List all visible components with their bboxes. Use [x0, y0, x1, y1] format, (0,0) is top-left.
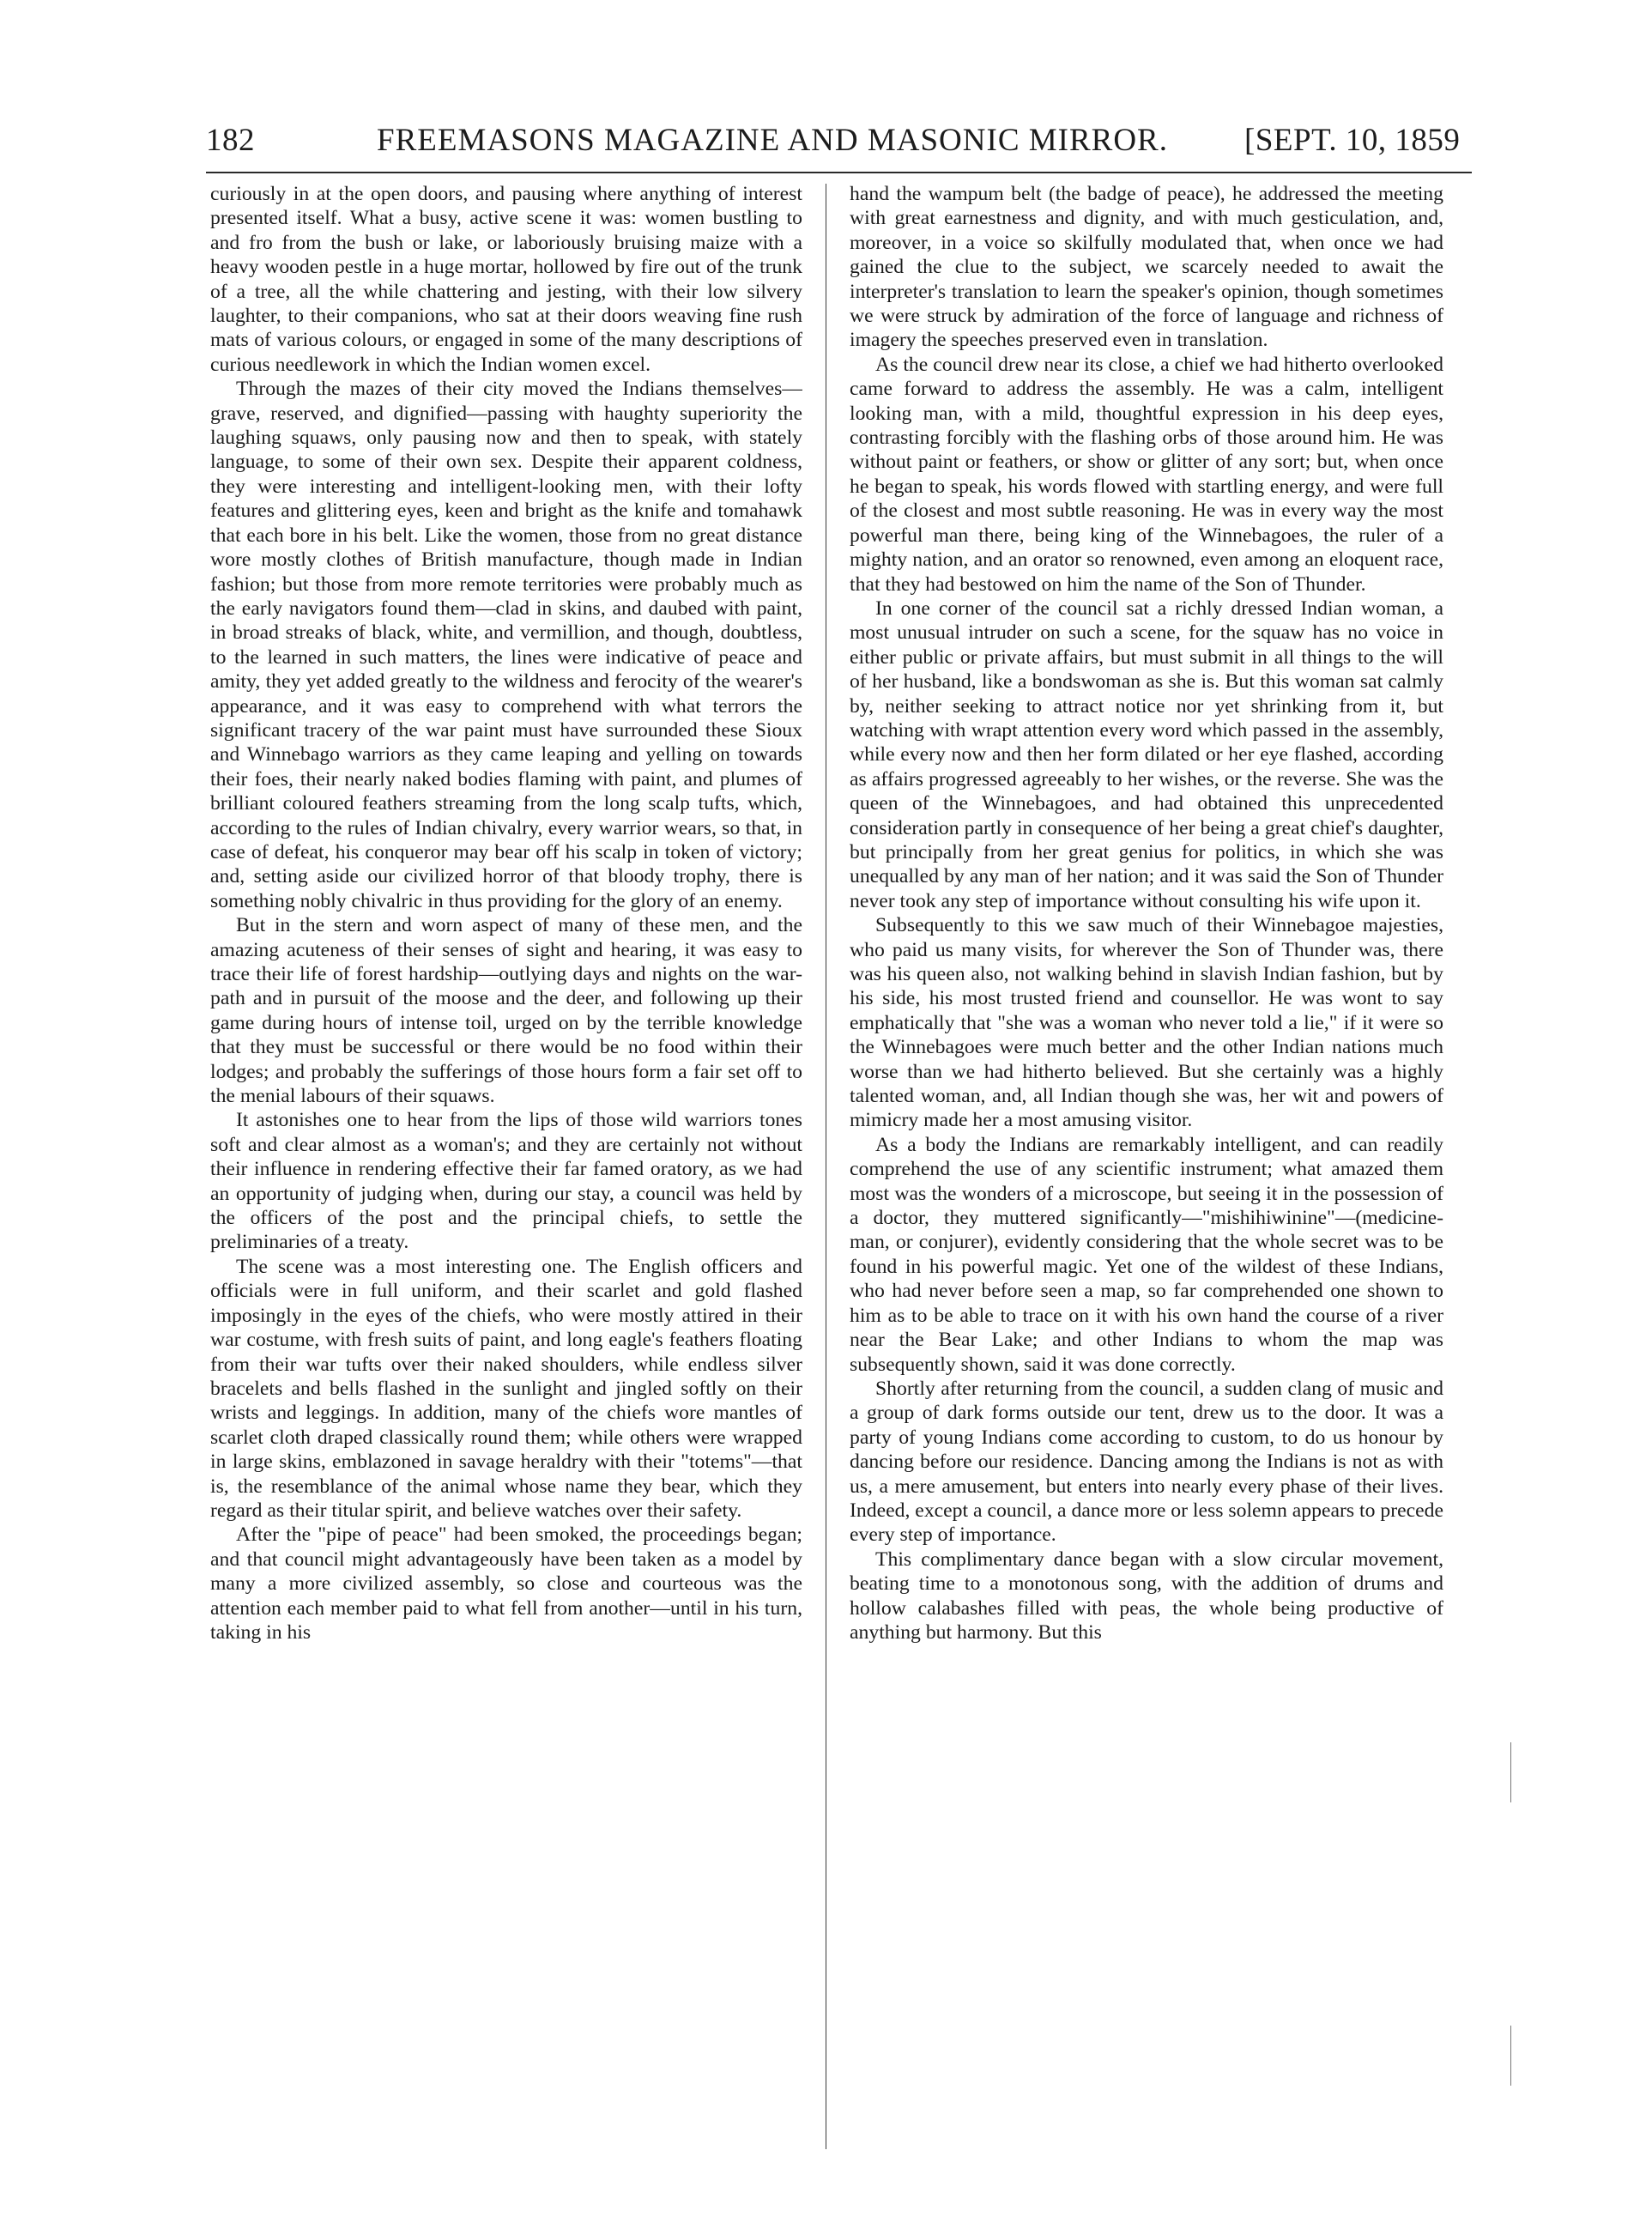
- scan-edge-mark: [1510, 1742, 1511, 1802]
- paragraph: After the "pipe of peace" had been smoked, the proceedings began; and that council might advantageously have been taken as a model by many a more civilized assembly, so close and courteous was the attention each member paid to what fell from another—until in his turn, taking in his: [210, 1523, 802, 1644]
- paragraph: Shortly after returning from the council, a sudden clang of music and a group of dark forms outside our tent, drew us to the door. It was a party of young Indians come according to custom, to do us honour by dancing before our residence. Dancing among the Indians is not as with us, a mere amusement, but enters into nearly every phase of their lives. Indeed, except a council, a dance more or less solemn appears to precede every step of importance.: [850, 1377, 1443, 1547]
- scan-edge-mark: [1510, 2026, 1511, 2086]
- paragraph: As the council drew near its close, a chief we had hitherto overlooked came forward to address the assembly. He was a calm, intelligent looking man, with a mild, thoughtful expression in his deep eyes, contrasting forcibly with the flashing orbs of those around him. He was without paint or feathers, or show or glitter of any sort; but, when once he began to speak, his words flowed with startling energy, and were full of the closest and most subtle reasoning. He was in every way the most powerful man there, being king of the Winnebagoes, the ruler of a mighty nation, and an orator so renowned, even among an eloquent race, that they had bestowed on him the name of the Son of Thunder.: [850, 353, 1443, 596]
- running-header: [206, 117, 1485, 165]
- right-column: [850, 182, 1443, 2156]
- paragraph: curiously in at the open doors, and pausing where anything of interest presented itself. What a busy, active scene it was: women bustling to and fro from the bush or lake, or laboriously bruising maize with a heavy wooden pestle in a huge mortar, hollowed by fire out of the trunk of a tree, all the while chattering and jesting, with their low silvery laughter, to their companions, who sat at their doors weaving fine rush mats of various colours, or engaged in some of the many descriptions of curious needlework in which the Indian women excel.: [210, 183, 802, 376]
- paragraph: hand the wampum belt (the badge of peace), he addressed the meeting with great earnestness and dignity, and with much gesticulation, and, moreover, in a voice so skilfully modulated that, when once we had gained the clue to the subject, we scarcely needed to await the interpreter's translation to learn the speaker's opinion, though sometimes we were struck by admiration of the force of language and richness of imagery the speeches preserved even in translation.: [850, 183, 1443, 352]
- issue-date: [SEPT. 10, 1859: [1244, 123, 1461, 158]
- paragraph: Subsequently to this we saw much of their Winnebagoe majesties, who paid us many visits, for wherever the Son of Thunder was, there was his queen also, not walking behind in slavish Indian fashion, but by his side, his most trusted friend and counsellor. He was wont to say emphatically that "she was a woman who never told a lie," if it were so the Winnebagoes were much better and the other Indian nations much worse than we had hitherto believed. But she certainly was a highly talented woman, and, all Indian though she was, her wit and powers of mimicry made her a most amusing visitor.: [850, 914, 1443, 1132]
- paragraph: This complimentary dance began with a slow circular movement, beating time to a monotonous song, with the addition of drums and hollow calabashes filled with peas, the whole being productive of anything but harmony. But this: [850, 1548, 1443, 1644]
- paragraph: In one corner of the council sat a richly dressed Indian woman, a most unusual intruder on such a scene, for the squaw has no voice in either public or private affairs, but must submit in all things to the will of her husband, like a bondswoman as she is. But this woman sat calmly by, neither seeking to attract notice nor yet shrinking from it, but watching with wrapt attention every word which passed in the assembly, while every now and then her form dilated or her eye flashed, according as affairs progressed agreeably to her wishes, or the reverse. She was the queen of the Winnebagoes, and had obtained this unprecedented consideration partly in consequence of her being a great chief's daughter, but principally from her great genius for politics, in which she was unequalled by any man of her nation; and it was said the Son of Thunder never took any step of importance without consulting his wife upon it.: [850, 597, 1443, 912]
- page-number: 182: [206, 123, 255, 158]
- paragraph: The scene was a most interesting one. The English officers and officials were in full uniform, and their scarlet and gold flashed imposingly in the eyes of the chiefs, who were mostly attired in their war costume, with fresh suits of paint, and long eagle's feathers floating from their war tufts over their naked shoulders, while endless silver bracelets and bells flashed in the sunlight and jingled softly on their wrists and leggings. In addition, many of the chiefs wore mantles of scarlet cloth draped classically round them; while others were wrapped in large skins, emblazoned in savage heraldry with their "totems"—that is, the resemblance of the animal whose name they bear, which they regard as their titular spirit, and believe watches over their safety.: [210, 1255, 802, 1522]
- header-rule: [206, 172, 1472, 173]
- paragraph: But in the stern and worn aspect of many of these men, and the amazing acuteness of their senses of sight and hearing, it was easy to trace their life of forest hardship—outlying days and nights on the war-path and in pursuit of the moose and the deer, and following up their game during hours of intense toil, urged on by the terrible knowledge that they must be successful or there would be no food within their lodges; and probably the sufferings of those hours form a fair set off to the menial labours of their squaws.: [210, 914, 802, 1108]
- left-column: [210, 182, 802, 2156]
- paragraph: Through the mazes of their city moved the Indians themselves—grave, reserved, and dignified—passing with haughty superiority the laughing squaws, only pausing now and then to speak, with stately language, to some of their own sex. Despite their apparent coldness, they were interesting and intelligent-looking men, with their lofty features and glittering eyes, keen and bright as the knife and tomahawk that each bore in his belt. Like the women, those from no great distance wore mostly clothes of British manufacture, though made in Indian fashion; but those from more remote territories were probably much as the early navigators found them—clad in skins, and daubed with paint, in broad streaks of black, white, and vermillion, and though, doubtless, to the learned in such matters, the lines were indicative of peace and amity, they yet added greatly to the wildness and ferocity of the wearer's appearance, and it was easy to comprehend with what terrors the significant tracery of the war paint must have surrounded these Sioux and Winnebago warriors as they came leaping and yelling on towards their foes, their nearly naked bodies flaming with paint, and plumes of brilliant coloured feathers streaming from the long scalp tufts, which, according to the rules of Indian chivalry, every warrior wears, so that, in case of defeat, his conqueror may bear off his scalp in token of victory; and, setting aside our civilized horror of that bloody trophy, there is something nobly chivalric in thus providing for the glory of an enemy.: [210, 378, 802, 912]
- running-title: FREEMASONS MAGAZINE AND MASONIC MIRROR.: [377, 123, 1168, 158]
- paragraph: It astonishes one to hear from the lips of those wild warriors tones soft and clear almost as a woman's; and they are certainly not without their influence in rendering effective their far famed oratory, as we had an opportunity of judging when, during our stay, a council was held by the officers of the post and the principal chiefs, to settle the preliminaries of a treaty.: [210, 1109, 802, 1254]
- paragraph: As a body the Indians are remarkably intelligent, and can readily comprehend the use of any scientific instrument; what amazed them most was the wonders of a microscope, but seeing it in the possession of a doctor, they muttered significantly—"mishihiwinine"—(medicine-man, or conjurer), evidently considering that the whole secret was to be found in his powerful magic. Yet one of the wildest of these Indians, who had never before seen a map, so far comprehended one shown to him as to be able to trace on it with his own hand the course of a river near the Bear Lake; and other Indians to whom the map was subsequently shown, said it was done correctly.: [850, 1133, 1443, 1376]
